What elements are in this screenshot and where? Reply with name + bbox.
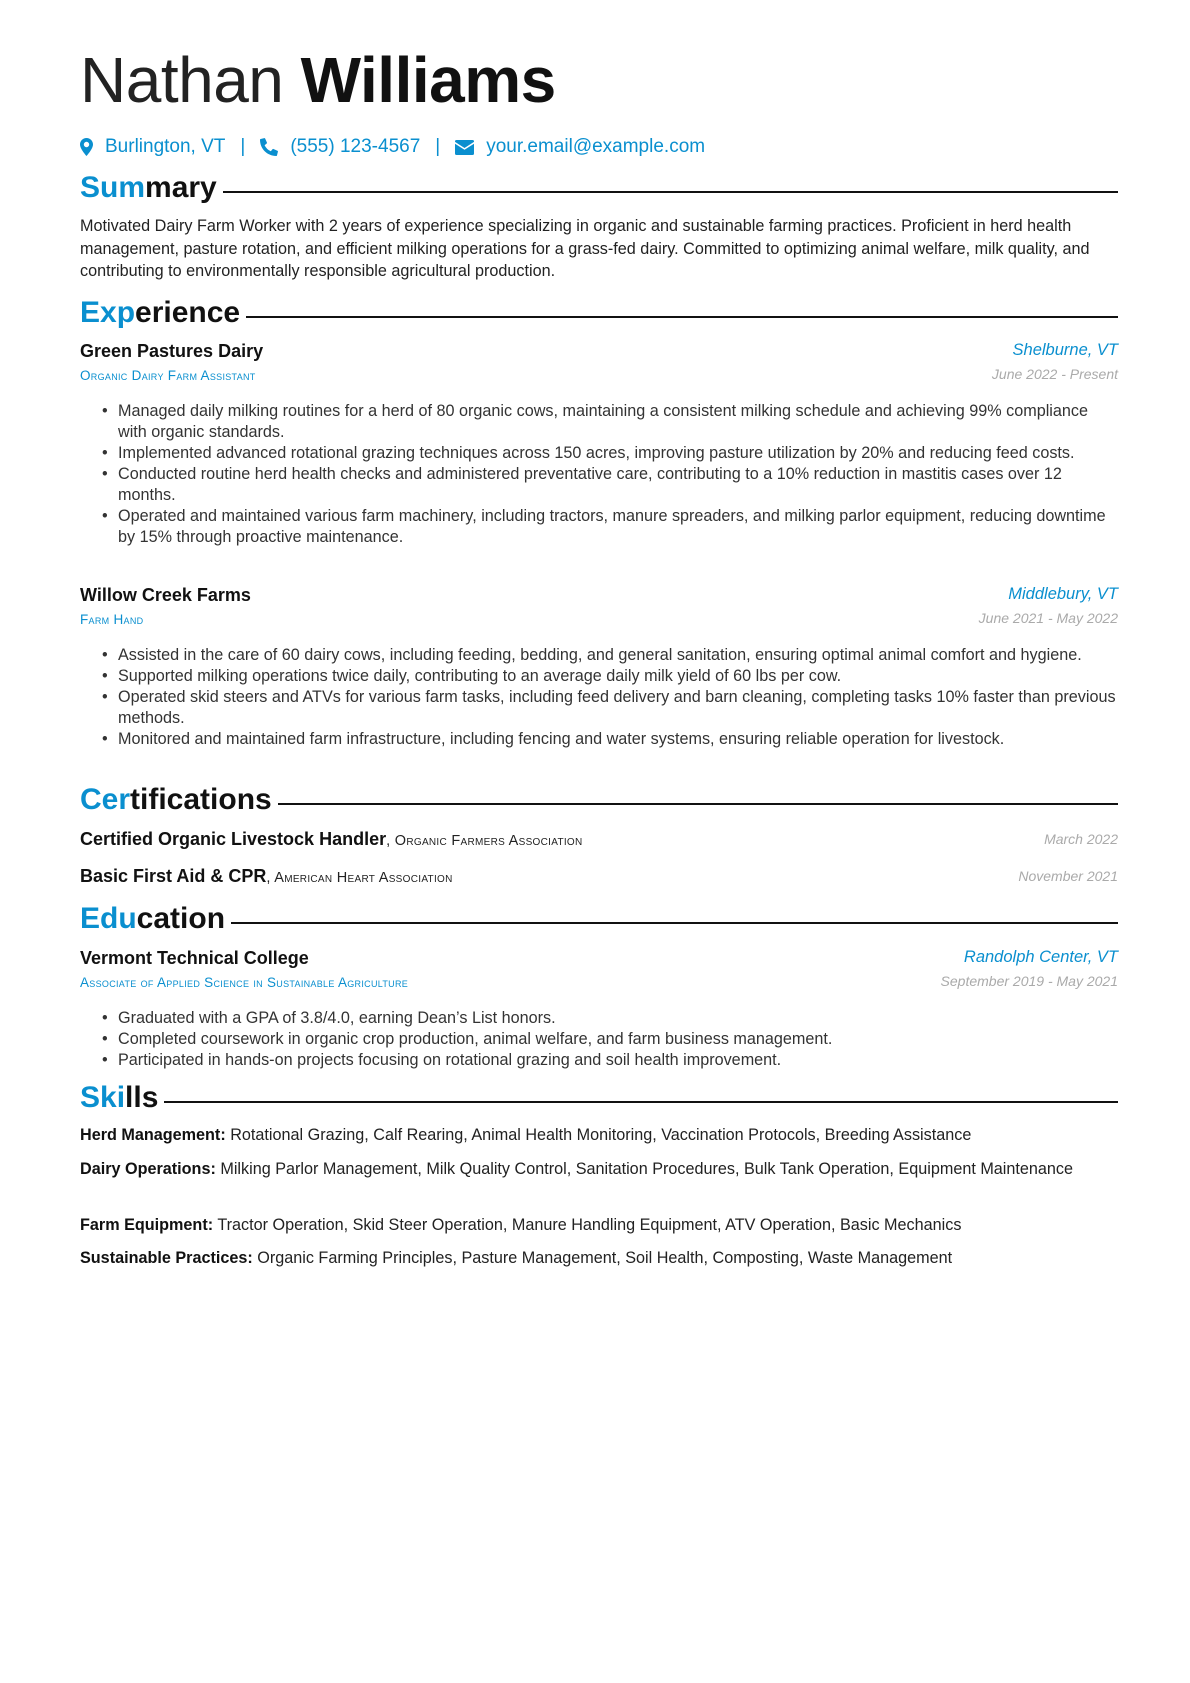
job-dates: June 2021 - May 2022 [978,610,1118,626]
skill-category: Dairy Operations: [80,1160,216,1178]
skill-items: Tractor Operation, Skid Steer Operation, Manure Handling Equipment, ATV Operation, Basic Mechanics [217,1216,962,1234]
section-rule [223,191,1118,193]
heading-accent: Cer [80,783,131,816]
email-text: your.email@example.com [486,136,706,157]
skill-category: Herd Management: [80,1126,226,1144]
contact-email[interactable] [455,136,705,158]
education-dates: September 2019 - May 2021 [940,973,1118,989]
heading-rest: erience [135,296,241,329]
section-rule [231,922,1118,924]
last-name: Williams [300,44,556,116]
list-item: • Completed coursework in organic crop production, animal welfare, and farm business management. [102,1029,1118,1050]
list-item: • Operated skid steers and ATVs for various farm tasks, including feed delivery and barn cleaning, completing tasks 10% faster than previous methods. [102,687,1118,729]
skill-category: Sustainable Practices: [80,1249,253,1267]
skill-items: Milking Parlor Management, Milk Quality Control, Sanitation Procedures, Bulk Tank Operation, Equipment Maintenance [220,1160,1074,1178]
certification-item: Certified Organic Livestock Handler, Organic Farmers Association March 2022 [80,829,1118,849]
phone-icon [260,138,290,156]
location-text: Burlington, VT [105,136,226,157]
heading-rest: cation [136,902,226,935]
heading-rest: lls [125,1081,159,1114]
skill-group [80,1214,1118,1237]
phone-text: (555) 123-4567 [290,136,421,157]
job-title: Organic Dairy Farm Assistant [80,368,256,383]
list-item: • Operated and maintained various farm machinery, including tractors, manure spreaders, and milking parlor equipment, reducing downtime by 15% through proactive maintenance. [102,506,1118,548]
contact-separator: | [240,136,246,157]
job-title: Farm Hand [80,612,144,627]
list-item: • Graduated with a GPA of 3.8/4.0, earning Dean’s List honors. [102,1008,1118,1029]
experience-heading [80,295,1118,331]
job-header [80,341,1118,365]
contact-phone[interactable] [260,136,420,158]
cert-date: March 2022 [1044,831,1118,847]
list-item: • Supported milking operations twice daily, contributing to an average daily milk yield of 60 lbs per cow. [102,666,1118,687]
job-location: Shelburne, VT [1012,341,1118,359]
cert-org: Organic Farmers Association [394,833,583,849]
contact-location [80,136,225,158]
heading-rest: mary [145,171,217,204]
heading-accent: Sum [80,171,146,204]
heading-accent: Exp [80,296,136,329]
job-header [80,585,1118,609]
skills-heading [80,1080,1118,1116]
summary-heading [80,170,1118,206]
heading-accent: Ski [80,1081,126,1114]
first-name: Nathan [80,44,284,116]
candidate-name [80,42,556,118]
list-item: • Assisted in the care of 60 dairy cows, including feeding, bedding, and general sanitation, ensuring optimal animal comfort and hygiene. [102,645,1118,666]
cert-date: November 2021 [1018,868,1118,884]
school-name: Vermont Technical College [80,948,309,968]
list-item: • Managed daily milking routines for a herd of 80 organic cows, maintaining a consistent milking schedule and achieving 99% compliance with organic standards. [102,401,1118,443]
list-item: • Monitored and maintained farm infrastructure, including fencing and water systems, ensuring reliable operation for livestock. [102,729,1118,750]
envelope-icon [455,140,486,155]
contact-separator: | [435,136,441,157]
list-item: • Conducted routine herd health checks and administered preventative care, contributing to a 10% reduction in mastitis cases over 12 months. [102,464,1118,506]
cert-name: Basic First Aid & CPR [80,866,267,886]
skill-group [80,1124,1118,1147]
section-rule [278,803,1118,805]
school-location: Randolph Center, VT [963,948,1118,966]
education-header [80,948,1118,972]
section-rule [246,316,1118,318]
education-bullets [102,1008,1118,1071]
heading-accent: Edu [80,902,137,935]
job-dates: June 2022 - Present [991,366,1118,382]
skill-items: Rotational Grazing, Calf Rearing, Animal Health Monitoring, Vaccination Protocols, Breeding Assistance [230,1126,972,1144]
skill-group [80,1247,1118,1270]
section-rule [164,1101,1118,1103]
company-name: Willow Creek Farms [80,585,251,605]
skill-items: Organic Farming Principles, Pasture Management, Soil Health, Composting, Waste Management [257,1249,953,1267]
degree-title: Associate of Applied Science in Sustainable Agriculture [80,975,409,990]
list-item: • Participated in hands-on projects focusing on rotational grazing and soil health improvement. [102,1050,1118,1071]
certification-item: Basic First Aid & CPR, American Heart Association November 2021 [80,866,1118,886]
cert-name: Certified Organic Livestock Handler [80,829,387,849]
summary-text: Motivated Dairy Farm Worker with 2 years of experience specializing in organic and sustainable farming practices. Proficient in herd health management, pasture rotation, and efficient milking operations for a grass-fed dairy. Committed to optimizing animal welfare, milk quality, and contributing to environmentally responsible agricultural production. [80,217,1090,280]
contact-bar [80,132,705,162]
education-heading [80,901,1118,937]
list-item: • Implemented advanced rotational grazing techniques across 150 acres, improving pasture utilization by 20% and reducing feed costs. [102,443,1118,464]
skill-category: Farm Equipment: [80,1216,214,1234]
heading-rest: tifications [130,783,272,816]
certifications-heading [80,782,1118,818]
job-bullets [102,645,1118,750]
cert-org: American Heart Association [274,870,453,886]
company-name: Green Pastures Dairy [80,341,264,361]
skill-group [80,1158,1118,1181]
job-bullets [102,401,1118,548]
job-location: Middlebury, VT [1008,585,1118,603]
map-marker-icon [80,138,105,156]
